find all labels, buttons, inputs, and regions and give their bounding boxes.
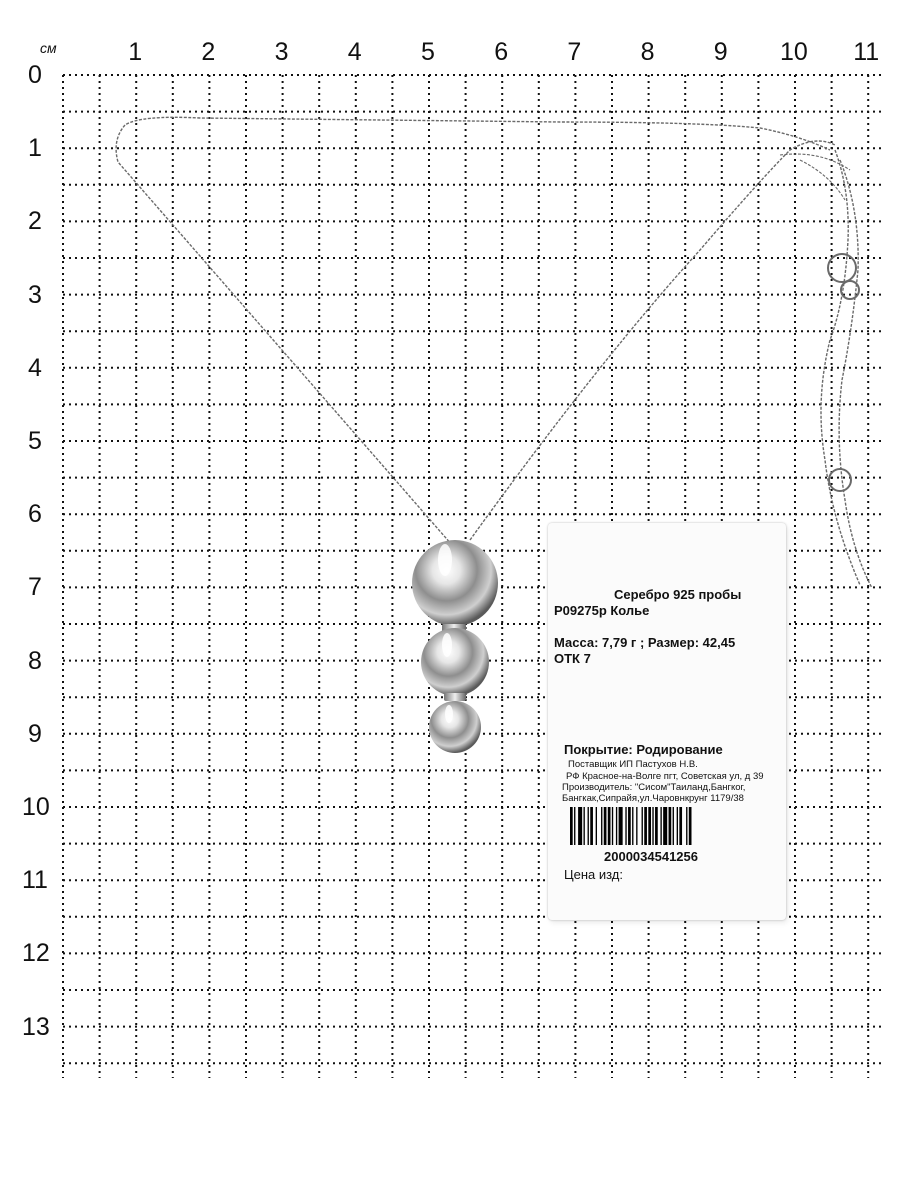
barcode-bar	[655, 807, 658, 845]
ruler-y-label: 5	[28, 427, 42, 455]
barcode-bar	[642, 807, 643, 845]
barcode-bar	[648, 807, 651, 845]
ruler-x-label: 11	[853, 38, 880, 66]
bead-large	[412, 540, 498, 626]
ruler-x-label: 3	[274, 38, 289, 66]
tag-producer-address: Бангкак,Сипрайя,ул.Чаровнкрунг 1179/38	[562, 793, 744, 804]
ruler-x-label: 1	[128, 38, 143, 66]
ruler-y-label: 12	[22, 939, 50, 968]
ruler-y-label: 6	[28, 500, 42, 529]
barcode-bar	[663, 807, 667, 845]
barcode-bar	[596, 807, 597, 845]
barcode-bar	[673, 807, 674, 845]
unit-label: см	[40, 40, 57, 56]
pendant-beads	[412, 540, 498, 753]
barcode-bar	[604, 807, 607, 845]
barcode-bar	[590, 807, 593, 845]
barcode-bar	[616, 807, 617, 845]
ruler-x-label: 2	[201, 38, 216, 66]
ruler-x-label: 4	[347, 38, 362, 66]
tag-supplier-address: РФ Красное-на-Волге пгт, Советская ул, д 39	[566, 771, 764, 782]
ruler-x-label: 5	[421, 38, 435, 66]
ruler-y-label: 1	[28, 134, 42, 163]
barcode-bar	[608, 807, 611, 845]
ruler-x-label: 8	[640, 38, 655, 66]
ruler-y-label: 2	[28, 207, 42, 236]
ruler-x-label: 6	[494, 38, 509, 66]
barcode-bar	[689, 807, 692, 845]
barcode-bar	[632, 807, 633, 845]
tag-supplier: Поставщик ИП Пастухов Н.В.	[568, 759, 698, 770]
barcode-bar	[574, 807, 575, 845]
ruler-y-label: 9	[28, 719, 42, 748]
bead-small	[429, 701, 481, 753]
ruler-y-label: 4	[28, 353, 42, 382]
barcode-bar	[578, 807, 582, 845]
price-label: Цена изд:	[564, 867, 624, 882]
price-tag	[548, 523, 786, 920]
barcode-bar	[628, 807, 631, 845]
ruler-x-label: 9	[713, 38, 728, 66]
barcode-bar	[679, 807, 682, 845]
ruler-y-label: 10	[22, 793, 50, 821]
barcode-bar	[588, 807, 589, 845]
ruler-y-label: 8	[28, 646, 42, 675]
barcode-bar	[677, 807, 678, 845]
tag-material: Серебро 925 пробы	[614, 587, 742, 602]
barcode-bar	[686, 807, 687, 845]
barcode-bar	[570, 807, 573, 845]
ruler-y-label: 7	[28, 573, 42, 602]
barcode-bar	[625, 807, 626, 845]
ruler-y-label: 3	[28, 280, 42, 309]
barcode-bar	[669, 807, 672, 845]
tag-coating: Покрытие: Родирование	[564, 742, 723, 757]
barcode-bar	[619, 807, 623, 845]
ruler-x-label: 7	[567, 38, 582, 66]
barcode-bar	[612, 807, 613, 845]
tag-mass-size: Масса: 7,79 г ; Размер: 42,45	[554, 635, 736, 650]
tag-article: Р09275р Колье	[554, 603, 650, 618]
barcode-icon	[570, 807, 756, 845]
barcode-bar	[652, 807, 653, 845]
ruler-x-label: 10	[780, 38, 808, 66]
ruler-y-label: 13	[22, 1012, 50, 1041]
barcode-bar	[644, 807, 647, 845]
barcode-bar	[601, 807, 602, 845]
bead-spacer	[444, 693, 466, 701]
tag-otk: ОТК 7	[554, 651, 591, 666]
tag-producer: Производитель: "Сисом"Таиланд,Бангког,	[562, 782, 746, 793]
barcode-bar	[636, 807, 637, 845]
bead-medium	[421, 628, 489, 696]
barcode-bar	[584, 807, 585, 845]
ruler-y-label: 0	[28, 61, 42, 89]
ruler-y-label: 11	[22, 866, 48, 895]
barcode-number: 2000034541256	[604, 849, 698, 864]
barcode-bar	[660, 807, 661, 845]
